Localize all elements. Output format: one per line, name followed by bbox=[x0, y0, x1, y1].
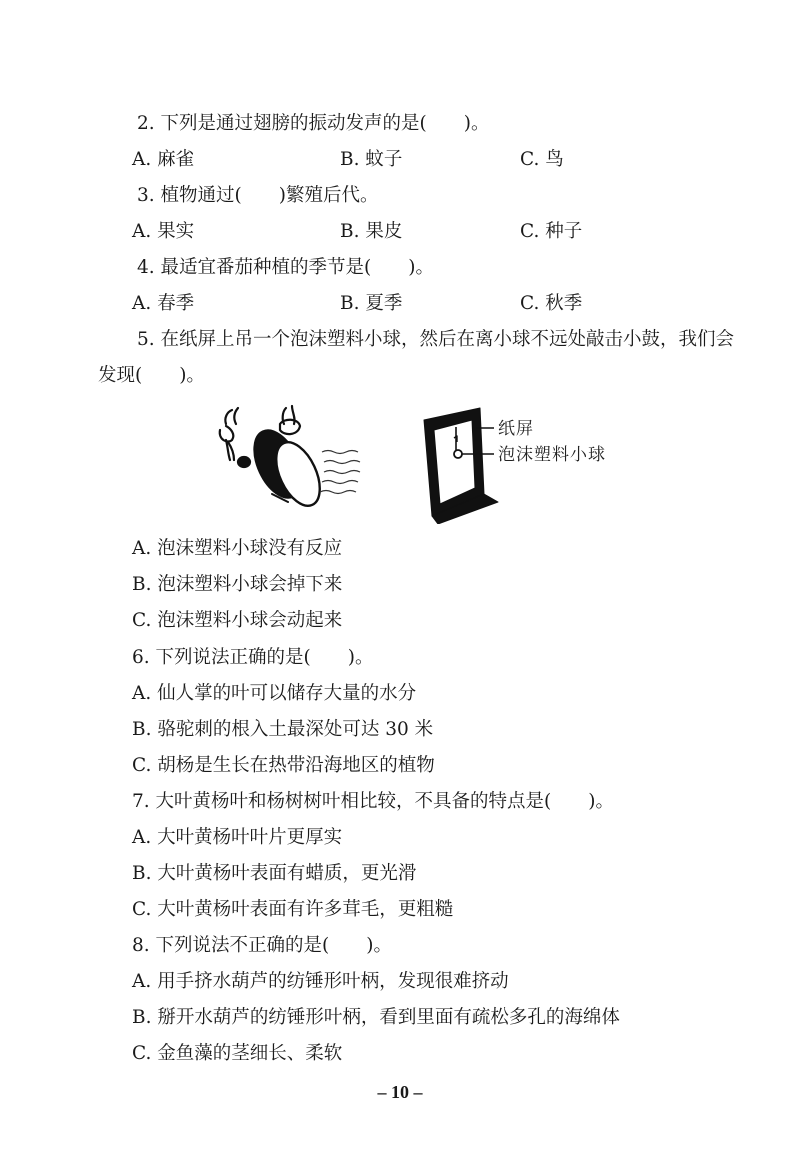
q6-option-c: C. 胡杨是生长在热带沿海地区的植物 bbox=[132, 755, 435, 776]
q3-option-a: A. 果实 bbox=[132, 221, 195, 242]
q5-option-a: A. 泡沫塑料小球没有反应 bbox=[132, 538, 343, 559]
q3-stem: 3. 植物通过( )繁殖后代。 bbox=[137, 185, 379, 206]
q3-option-c: C. 种子 bbox=[520, 221, 583, 242]
q8-option-a: A. 用手挤水葫芦的纺锤形叶柄，发现很难挤动 bbox=[132, 971, 509, 992]
page-number: – 10 – bbox=[377, 1082, 423, 1102]
q2-option-a: A. 麻雀 bbox=[132, 149, 195, 170]
q6-option-b: B. 骆驼刺的根入土最深处可达 30 米 bbox=[132, 719, 434, 740]
q5-stem-line1: 5. 在纸屏上吊一个泡沫塑料小球，然后在离小球不远处敲击小鼓，我们会 bbox=[137, 329, 735, 350]
q3-option-b: B. 果皮 bbox=[340, 221, 403, 242]
q7-option-a: A. 大叶黄杨叶叶片更厚实 bbox=[132, 827, 343, 848]
q5-option-c: C. 泡沫塑料小球会动起来 bbox=[132, 610, 343, 631]
q3-options bbox=[132, 220, 692, 244]
q2-options bbox=[132, 148, 692, 172]
q4-option-a: A. 春季 bbox=[132, 293, 195, 314]
q8-option-c: C. 金鱼藻的茎细长、柔软 bbox=[132, 1043, 343, 1064]
q4-option-c: C. 秋季 bbox=[520, 293, 583, 314]
label-paper-screen: 纸屏 bbox=[498, 419, 534, 439]
q4-stem: 4. 最适宜番茄种植的季节是( )。 bbox=[137, 257, 434, 278]
q7-option-b: B. 大叶黄杨叶表面有蜡质，更光滑 bbox=[132, 863, 417, 884]
q8-stem: 8. 下列说法不正确的是( )。 bbox=[132, 935, 392, 956]
q8-option-b: B. 掰开水葫芦的纺锤形叶柄，看到里面有疏松多孔的海绵体 bbox=[132, 1007, 620, 1028]
q4-option-b: B. 夏季 bbox=[340, 293, 403, 314]
q5-option-b: B. 泡沫塑料小球会掉下来 bbox=[132, 574, 343, 595]
q5-stem-line2: 发现( )。 bbox=[98, 365, 205, 386]
paper-screen-drawing bbox=[424, 408, 498, 524]
drumstick-drawing bbox=[220, 408, 250, 467]
drum-drawing bbox=[245, 406, 329, 512]
sound-wave-lines bbox=[320, 451, 360, 494]
q6-option-a: A. 仙人掌的叶可以储存大量的水分 bbox=[132, 683, 417, 704]
q7-stem: 7. 大叶黄杨叶和杨树树叶相比较，不具备的特点是( )。 bbox=[132, 791, 614, 812]
label-foam-ball: 泡沫塑料小球 bbox=[498, 445, 606, 465]
q4-options bbox=[132, 292, 692, 316]
q2-option-c: C. 鸟 bbox=[520, 149, 564, 170]
q5-figure bbox=[200, 402, 640, 524]
q7-option-c: C. 大叶黄杨叶表面有许多茸毛，更粗糙 bbox=[132, 899, 454, 920]
q2-stem: 2. 下列是通过翅膀的振动发声的是( )。 bbox=[137, 113, 490, 134]
q6-stem: 6. 下列说法正确的是( )。 bbox=[132, 647, 374, 668]
q2-option-b: B. 蚊子 bbox=[340, 149, 403, 170]
